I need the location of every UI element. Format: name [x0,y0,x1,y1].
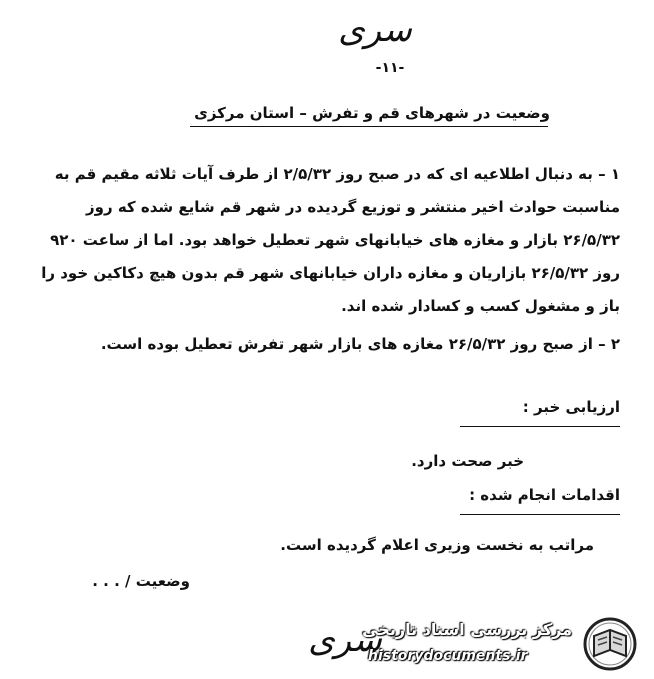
actions-taken-value: مراتب به نخست وزیری اعلام گردیده است. [280,536,594,554]
book-logo-icon [580,616,640,672]
watermark-title: مرکز بررسی اسناد تاریخی [362,620,572,639]
actions-taken-label: اقدامات انجام شده : [469,486,620,504]
page-number: -۱۱- [375,60,405,76]
classification-top: سری [338,10,412,50]
document-title: وضعیت در شهرهای قم و تفرش – استان مرکزی [194,104,550,122]
paragraph-1: ۱ – به دنبال اطلاعیه ای که در صبح روز ۲/۵/۳۲ از طرف آیات ثلاثه مقیم قم به مناسبت حوادث اخیر منتشر و توزیع گردیده در شهر قم شایع شده که روز ۲۶/۵/۳۲ بازار و مغازه های خیابانهای شهر تعطیل خواهد بود. اما از ساعت ۹۲۰ روز ۲۶/۵/۳۲ بازاریان و مغازه داران خیابانهای شهر قم بدون هیچ دکاکین خود را باز و مشغول کسب و کسادار شده اند. [41,165,620,315]
status-line: وضعیت / . . . [92,572,190,590]
press-label-underline [460,426,620,427]
watermark [362,614,652,676]
paragraph-2: ۲ – از صبح روز ۲۶/۵/۳۲ مغازه های بازار شهر تفرش تعطیل بوده است. [100,335,620,353]
classification-bottom: سری [308,620,382,660]
actions-label-underline [460,514,620,515]
press-evaluation-value: خبر صحت دارد. [411,452,524,470]
watermark-url: historydocuments.ir [368,648,528,664]
title-underline [190,126,548,127]
press-evaluation-label: ارزیابی خبر : [522,398,620,416]
